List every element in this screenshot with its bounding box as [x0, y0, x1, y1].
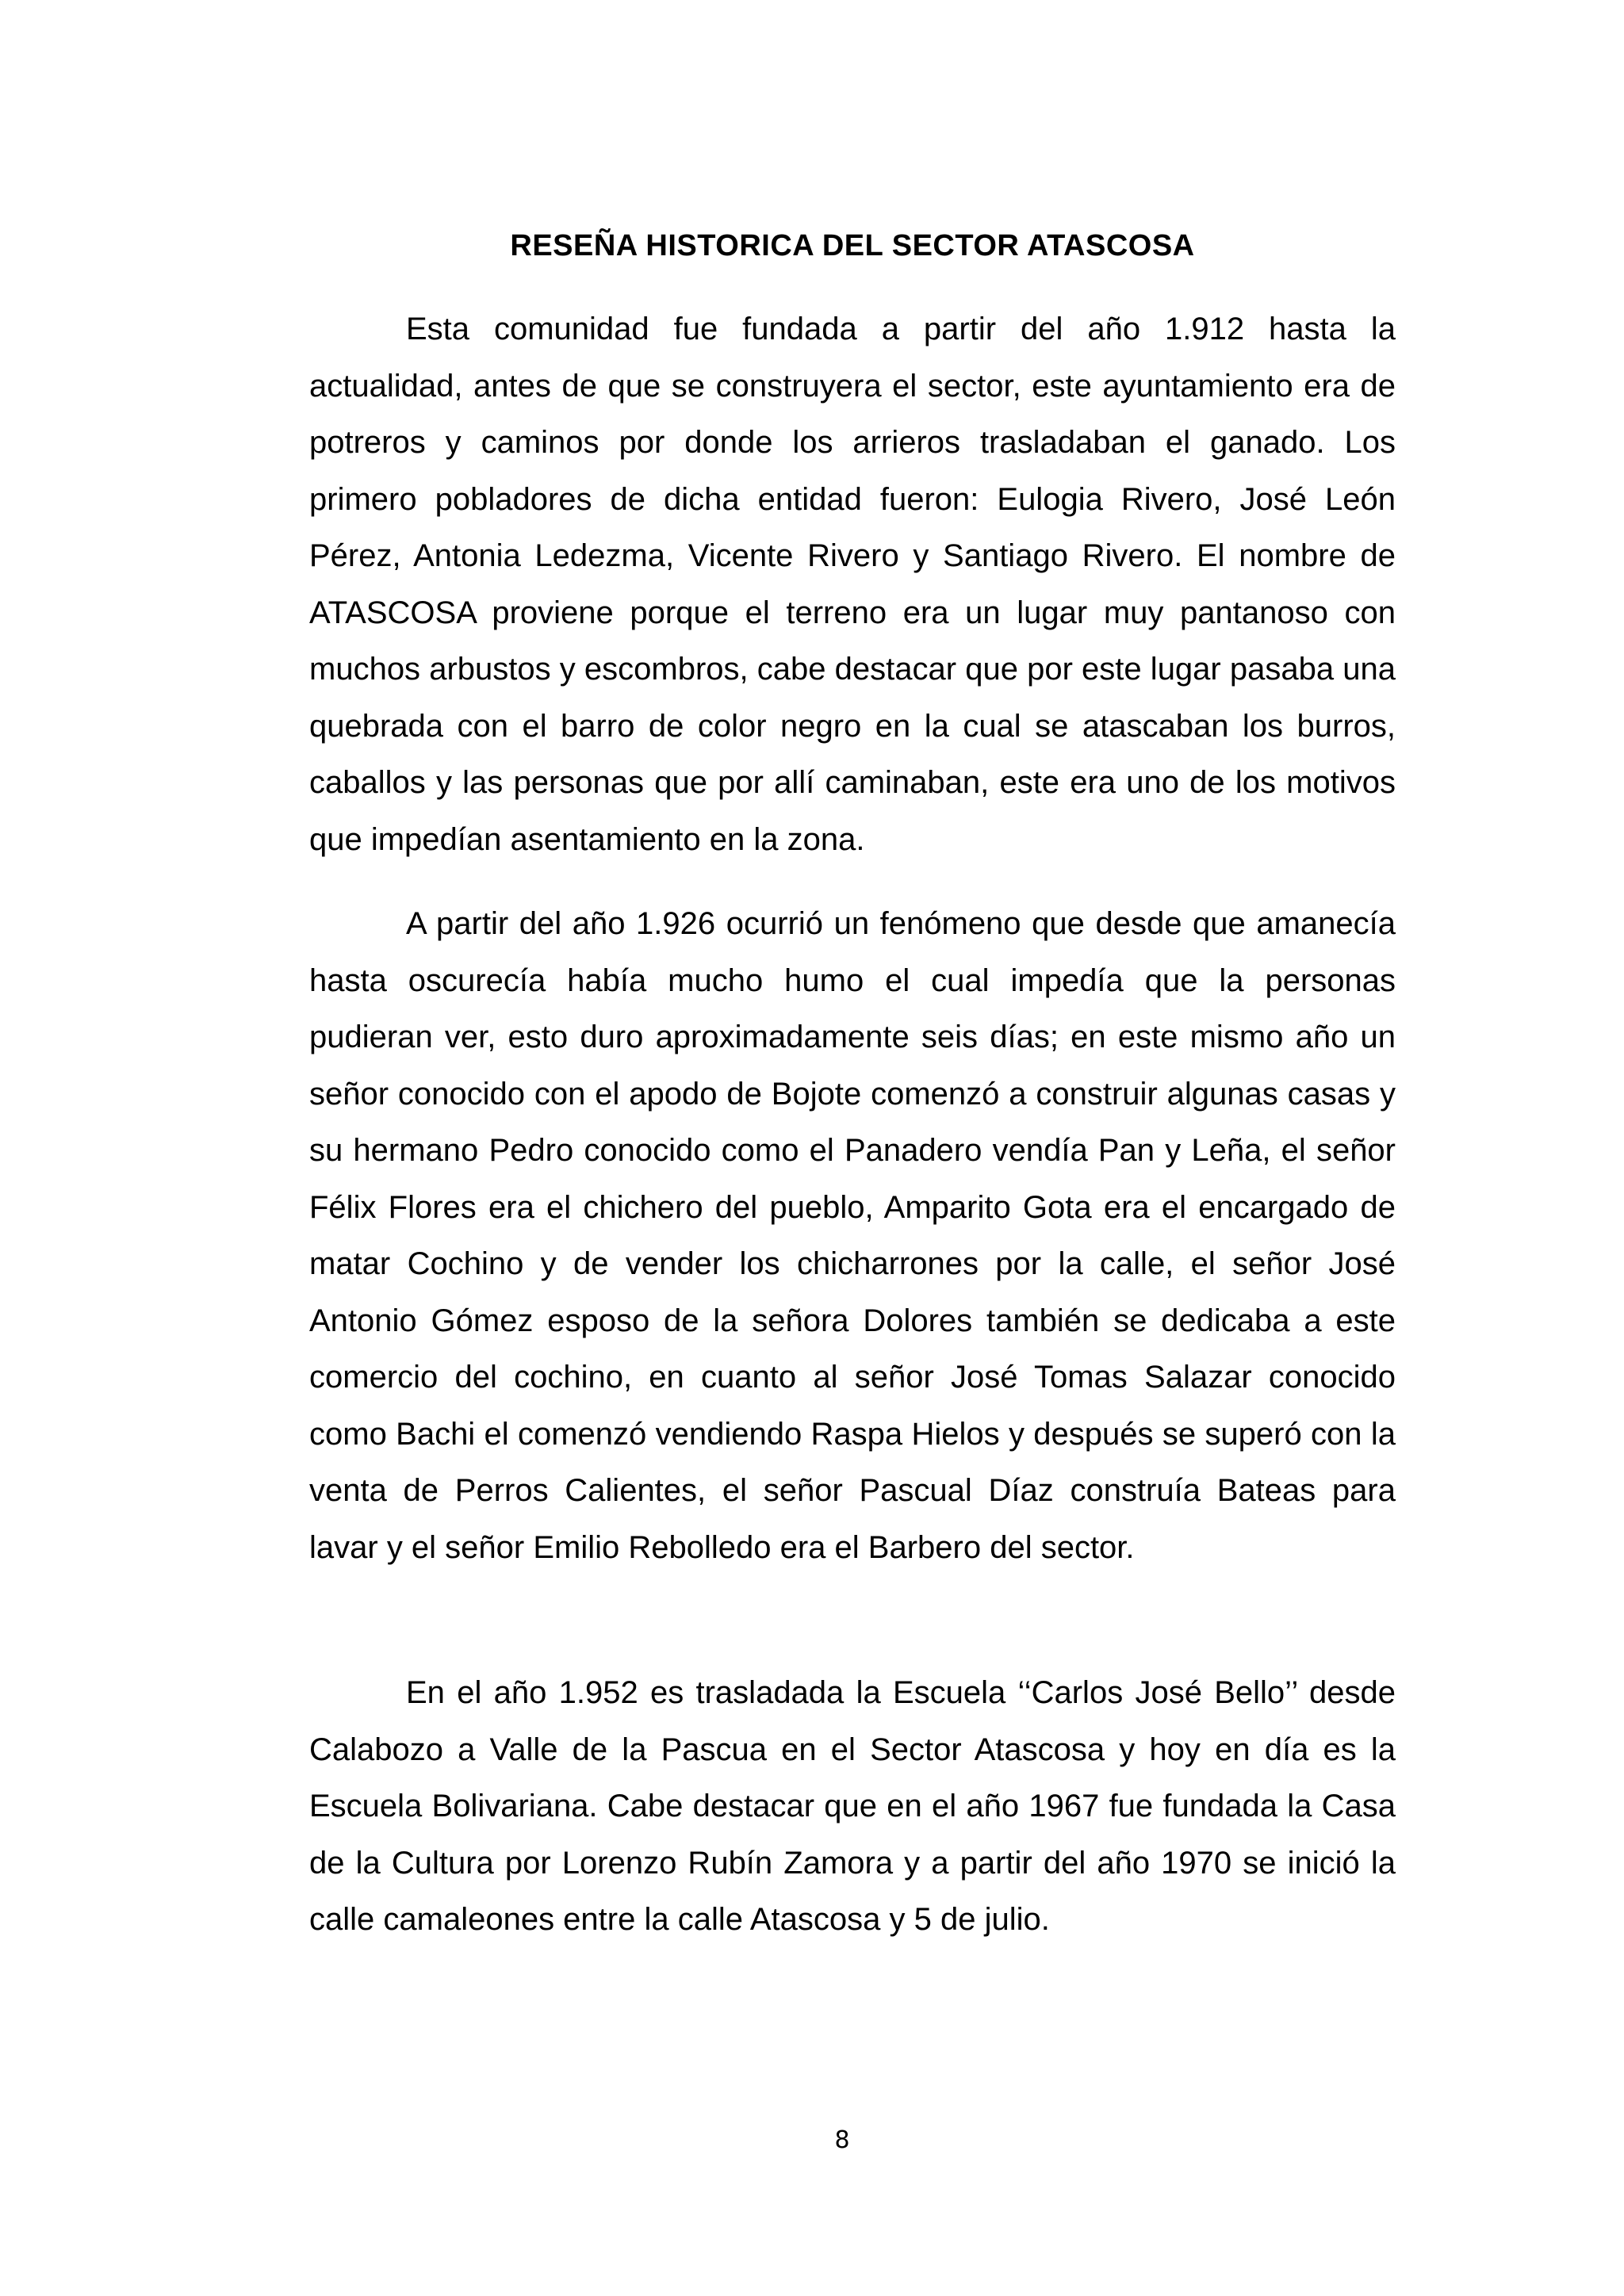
paragraph-2: A partir del año 1.926 ocurrió un fenómeno que desde que amanecía hasta oscurecía había mucho humo el cual impedía que la personas pudieran ver, esto duro aproximadamente seis días; en este mismo año un señor conocido con el apodo de Bojote comenzó a construir algunas casas y su hermano Pedro conocido como el Panadero vendía Pan y Leña, el señor Félix Flores era el chichero del pueblo, Amparito Gota era el encargado de matar Cochino y de vender los chicharrones por la calle, el señor José Antonio Gómez esposo de la señora Dolores también se dedicaba a este comercio del cochino, en cuanto al señor José Tomas Salazar conocido como Bachi el comenzó vendiendo Raspa Hielos y después se superó con la venta de Perros Calientes, el señor Pascual Díaz construía Bateas para lavar y el señor Emilio Rebolledo era el Barbero del sector.	[309, 906, 1396, 1565]
paragraph-3: En el año 1.952 es trasladada la Escuela ‘‘Carlos José Bello’’ desde Calabozo a Valle de la Pascua en el Sector Atascosa y hoy en día es la Escuela Bolivariana. Cabe destacar que en el año 1967 fue fundada la Casa de la Cultura por Lorenzo Rubín Zamora y a partir del año 1970 se inició la calle camaleones entre la calle Atascosa y 5 de julio.	[309, 1675, 1396, 1937]
document-title: RESEÑA HISTORICA DEL SECTOR ATASCOSA	[510, 229, 1195, 262]
page-number: 8	[834, 2126, 850, 2154]
paragraph-1: Esta comunidad fue fundada a partir del año 1.912 hasta la actualidad, antes de que se construyera el sector, este ayuntamiento era de potreros y caminos por donde los arrieros trasladaban el ganado. Los primero pobladores de dicha entidad fueron: Eulogia Rivero, José León Pérez, Antonia Ledezma, Vicente Rivero y Santiago Rivero. El nombre de ATASCOSA proviene porque el terreno era un lugar muy pantanoso con muchos arbustos y escombros, cabe destacar que por este lugar pasaba una quebrada con el barro de color negro en la cual se atascaban los burros, caballos y las personas que por allí caminaban, este era uno de los motivos que impedían asentamiento en la zona.	[309, 312, 1396, 857]
